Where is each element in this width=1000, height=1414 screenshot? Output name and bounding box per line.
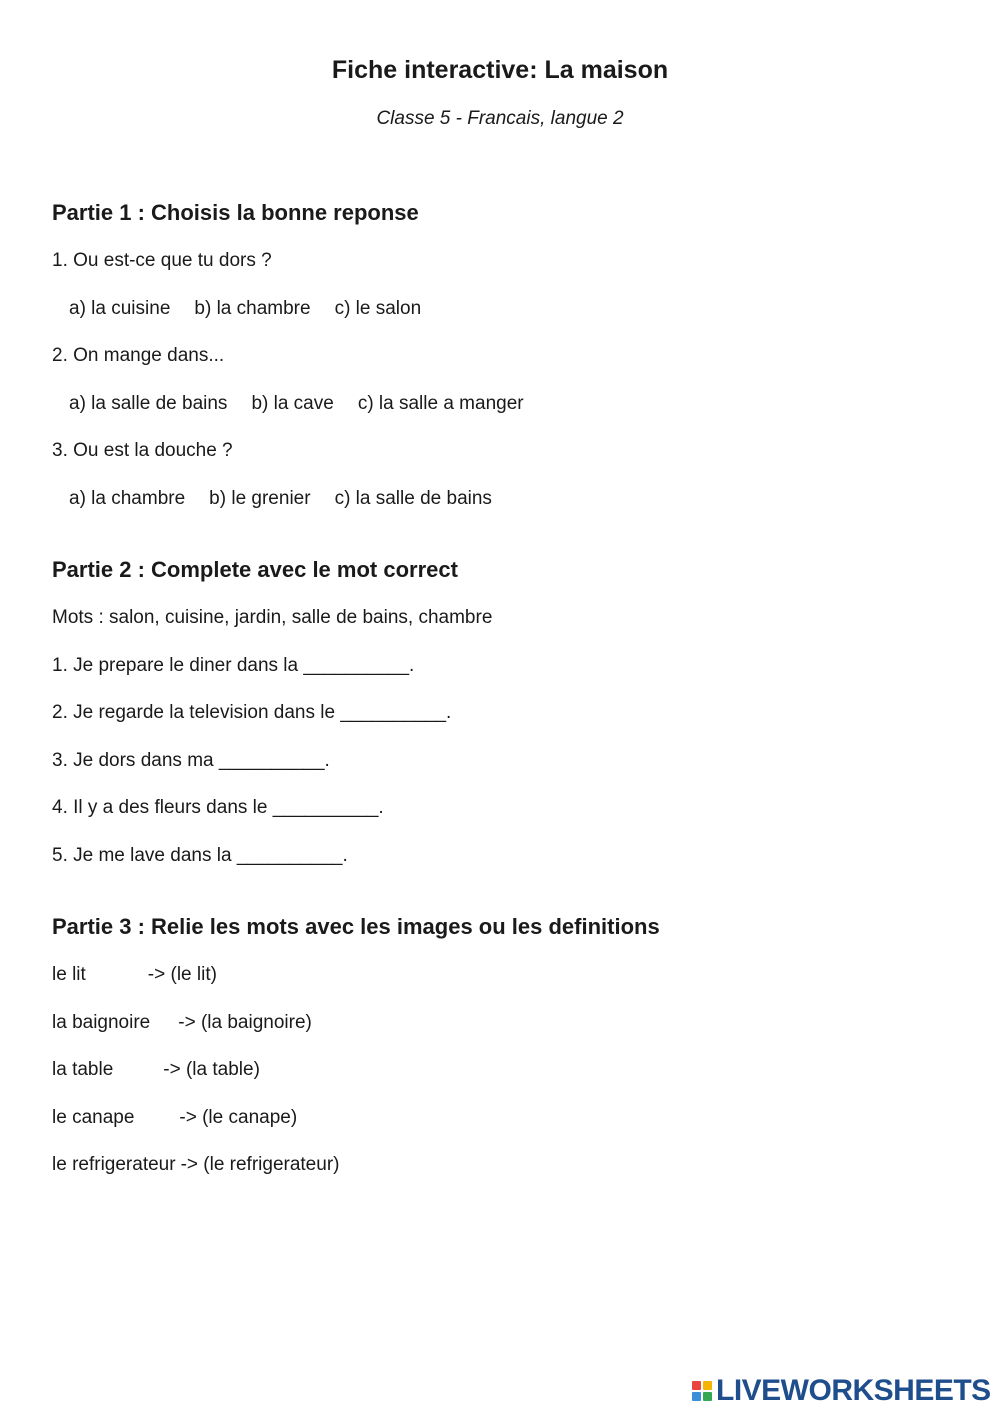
page-title: Fiche interactive: La maison — [331, 56, 669, 84]
part2-sentence-3[interactable]: 3. Je dors dans ma __________. — [52, 750, 330, 771]
match-target-4[interactable]: -> (le canape) — [179, 1107, 298, 1128]
logo-square-green — [703, 1392, 712, 1401]
part2-sentence-4[interactable]: 4. Il y a des fleurs dans le __________. — [52, 797, 384, 818]
match-word-2[interactable]: la baignoire — [52, 1012, 151, 1033]
option-1b[interactable]: b) la chambre — [194, 298, 311, 319]
match-word-5[interactable]: le refrigerateur — [52, 1154, 176, 1175]
logo-square-red — [692, 1381, 701, 1390]
match-target-3[interactable]: -> (la table) — [163, 1059, 260, 1080]
option-2a[interactable]: a) la salle de bains — [69, 393, 228, 414]
part2-sentence-1[interactable]: 1. Je prepare le diner dans la __________. — [52, 655, 415, 676]
option-1a[interactable]: a) la cuisine — [69, 298, 171, 319]
part1-question-2: 2. On mange dans... — [52, 345, 225, 366]
brand-name: LIVEWORKSHEETS — [716, 1374, 991, 1407]
match-row-1 — [52, 963, 217, 987]
part1-options-1 — [69, 297, 445, 321]
match-target-2[interactable]: -> (la baignoire) — [178, 1012, 312, 1033]
liveworksheets-brand — [692, 1374, 992, 1408]
match-row-4 — [52, 1106, 297, 1130]
part1-question-1: 1. Ou est-ce que tu dors ? — [52, 250, 272, 271]
part3-heading: Partie 3 : Relie les mots avec les images ou les definitions — [52, 914, 660, 939]
match-target-1[interactable]: -> (le lit) — [147, 964, 217, 985]
part1-question-3: 3. Ou est la douche ? — [52, 440, 233, 461]
part1-options-3 — [69, 487, 516, 511]
option-3a[interactable]: a) la chambre — [69, 488, 186, 509]
match-target-5[interactable]: -> (le refrigerateur) — [180, 1154, 340, 1175]
part1-heading: Partie 1 : Choisis la bonne reponse — [52, 200, 419, 225]
match-row-5 — [52, 1153, 339, 1177]
option-2b[interactable]: b) la cave — [251, 393, 334, 414]
part2-sentence-2[interactable]: 2. Je regarde la television dans le __________. — [52, 702, 452, 723]
logo-square-blue — [692, 1392, 701, 1401]
option-3b[interactable]: b) le grenier — [209, 488, 311, 509]
logo-square-yellow — [703, 1381, 712, 1390]
match-row-3 — [52, 1058, 260, 1082]
match-row-2 — [52, 1011, 312, 1035]
part2-word-bank: Mots : salon, cuisine, jardin, salle de bains, chambre — [52, 607, 493, 628]
page-subtitle: Classe 5 - Francais, langue 2 — [376, 108, 624, 129]
option-1c[interactable]: c) le salon — [334, 298, 422, 319]
match-word-1[interactable]: le lit — [52, 964, 86, 985]
option-3c[interactable]: c) la salle de bains — [334, 488, 492, 509]
option-2c[interactable]: c) la salle a manger — [357, 393, 524, 414]
part2-heading: Partie 2 : Complete avec le mot correct — [52, 557, 458, 582]
match-word-4[interactable]: le canape — [52, 1107, 135, 1128]
match-word-3[interactable]: la table — [52, 1059, 114, 1080]
liveworksheets-logo-icon — [692, 1381, 712, 1401]
part1-options-2 — [69, 392, 548, 416]
part2-sentence-5[interactable]: 5. Je me lave dans la __________. — [52, 845, 348, 866]
